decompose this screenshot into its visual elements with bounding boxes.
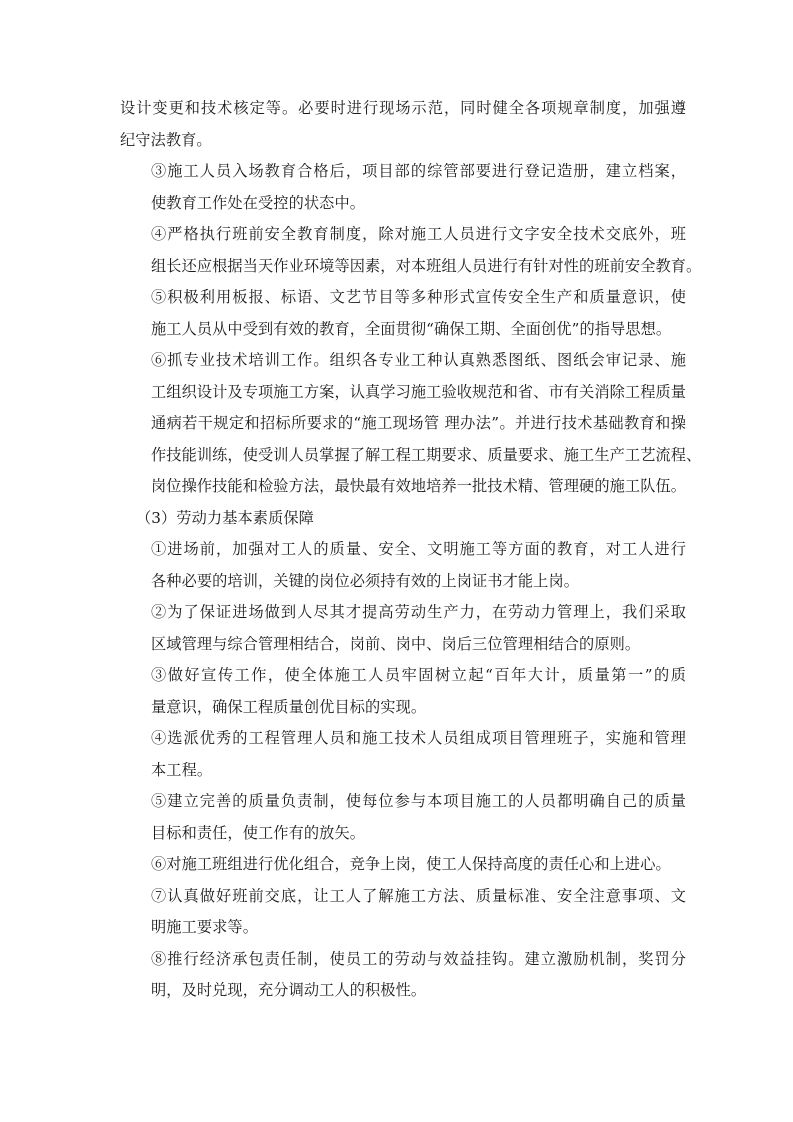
text-line: ②为了保证进场做到人尽其才提高劳动生产力，在劳动力管理上，我们采取: [151, 603, 686, 621]
text-line: 目标和责任，使工作有的放矢。: [151, 823, 366, 842]
text-line: 各种必要的培训，关键的岗位必须持有效的上岗证书才能上岗。: [151, 571, 580, 590]
text-line: ③做好宣传工作，使全体施工人员牢固树立起“百年大计，质量第一”的质: [151, 666, 686, 684]
text-line: 使教育工作处在受控的状态中。: [151, 193, 366, 212]
text-line: 施工人员从中受到有效的教育，全面贯彻“确保工期、全面创优”的指导思想。: [151, 319, 672, 338]
text-line: 量意识，确保工程质量创优目标的实现。: [151, 697, 427, 716]
text-line: 明，及时兑现，充分调动工人的积极性。: [151, 981, 427, 999]
text-line: ⑤建立完善的质量负责制，使每位参与本项目施工的人员都明确自己的质量: [151, 792, 686, 810]
text-line: 设计变更和技术核定等。必要时进行现场示范，同时健全各项规章制度，加强遵: [120, 99, 686, 117]
text-line: ④严格执行班前安全教育制度，除对施工人员进行文字安全技术交底外，班: [151, 225, 686, 243]
paragraph-item-5-quality-responsibility: [120, 786, 686, 849]
paragraph-item-4-safety-education: [120, 219, 702, 282]
text-line: 作技能训练，使受训人员掌握了解工程工期要求、质量要求、施工生产工艺流程、: [151, 445, 702, 464]
text-line: ⑧推行经济承包责任制，使员工的劳动与效益挂钩。建立激励机制，奖罚分: [151, 949, 686, 968]
paragraph-item-4-management-team: [120, 723, 686, 786]
document-body: [120, 93, 702, 1007]
paragraph-item-2-labor-management: [120, 597, 686, 660]
text-line: ④选派优秀的工程管理人员和施工技术人员组成项目管理班子，实施和管理: [151, 729, 686, 747]
section-heading-labor-quality: [120, 503, 686, 535]
paragraph-item-1-pre-entry: [120, 534, 686, 597]
text-line: ⑥抓专业技术培训工作。组织各专业工种认真熟悉图纸、图纸会审记录、施: [151, 351, 686, 369]
paragraph-item-3-propaganda: [120, 660, 686, 723]
text-line: 工组织设计及专项施工方案，认真学习施工验收规范和省、市有关消除工程质量: [151, 382, 687, 401]
paragraph-item-8-contract-responsibility: [120, 944, 686, 1007]
text-line: 组长还应根据当天作业环境等因素，对本班组人员进行有针对性的班前安全教育。: [151, 256, 702, 275]
text-line: ①进场前，加强对工人的质量、安全、文明施工等方面的教育，对工人进行: [151, 540, 686, 558]
text-line: 通病若干规定和招标所要求的“施工现场管 理办法”。并进行技术基础教育和操: [151, 414, 686, 432]
text-line: 岗位操作技能和检验方法，最快最有效地培养一批技术精、管理硬的施工队伍。: [151, 477, 687, 495]
paragraph-item-5-publicity: [120, 282, 686, 345]
paragraph-continuation: [120, 93, 686, 156]
heading-text: （3）劳动力基本素质保障: [136, 508, 314, 527]
text-line: 本工程。: [151, 760, 213, 779]
text-line: ⑥对施工班组进行优化组合，竞争上岗，使工人保持高度的责任心和上进心。: [151, 855, 671, 873]
paragraph-item-3-registration: [120, 156, 686, 219]
text-line: ③施工人员入场教育合格后，项目部的综管部要进行登记造册，建立档案，: [151, 162, 686, 180]
text-line: ⑤积极利用板报、标语、文艺节目等多种形式宣传安全生产和质量意识，使: [151, 288, 686, 306]
text-line: 区域管理与综合管理相结合，岗前、岗中、岗后三位管理相结合的原则。: [151, 634, 641, 653]
paragraph-item-6-team-optimization: [120, 849, 686, 881]
text-line: 明施工要求等。: [151, 918, 259, 936]
text-line: 纪守法教育。: [120, 130, 212, 149]
paragraph-item-7-briefing: [120, 881, 686, 944]
text-line: ⑦认真做好班前交底，让工人了解施工方法、质量标准、安全注意事项、文: [151, 886, 686, 905]
paragraph-item-6-training: [120, 345, 702, 503]
